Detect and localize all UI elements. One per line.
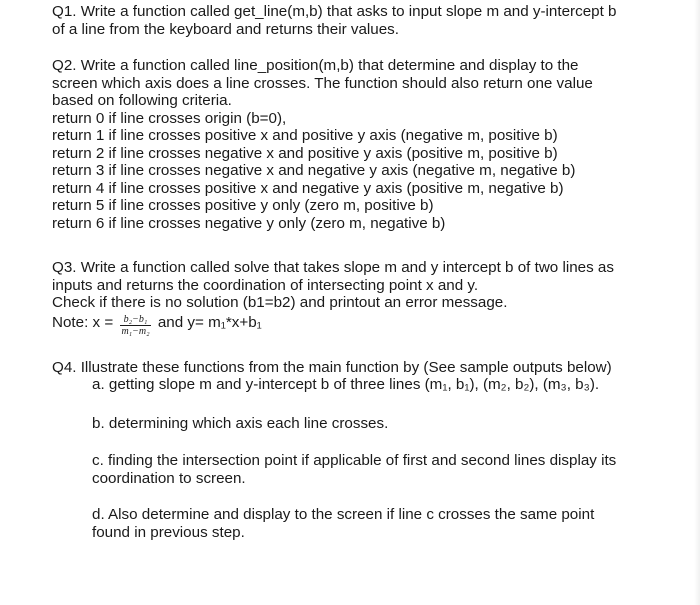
question-4 <box>52 359 692 377</box>
intersection-formula-fraction <box>120 314 150 337</box>
q2-criteria-1: return 1 if line crosses positive x and positive y axis (negative m, positive b) <box>52 127 558 144</box>
q4-part-b <box>52 415 692 433</box>
q2-criteria-3: return 3 if line crosses negative x and negative y axis (negative m, negative b) <box>52 162 576 179</box>
q4-part-a <box>52 376 692 394</box>
q1-line: of a line from the keyboard and returns their values. <box>52 20 399 38</box>
fraction-numerator: b₂−b₁ <box>120 314 150 326</box>
q2-criteria-0: return 0 if line crosses origin (b=0), <box>52 109 287 127</box>
q4-c-line: coordination to screen. <box>92 469 246 487</box>
q4-c-line: c. finding the intersection point if applicable of first and second lines display its <box>92 452 617 469</box>
q2-line: Q2. Write a function called line_position(m,b) that determine and display to the <box>52 57 579 74</box>
q2-criteria-5: return 5 if line crosses positive y only (zero m, positive b) <box>52 197 434 214</box>
q1-line: Q1. Write a function called get_line(m,b) that asks to input slope m and y-intercept b <box>52 3 617 20</box>
q4-intro: Q4. Illustrate these functions from the main function by (See sample outputs below) <box>52 359 612 376</box>
q2-criteria-4: return 4 if line crosses positive x and negative y axis (positive m, negative b) <box>52 179 564 197</box>
q3-line: inputs and returns the coordination of intersecting point x and y. <box>52 276 479 294</box>
q4-a-line: a. getting slope m and y-intercept b of three lines (m₁, b₁), (m₂, b₂), (m₃, b₃). <box>92 376 600 393</box>
note-prefix: Note: x = <box>52 313 114 331</box>
q4-part-d <box>52 506 692 541</box>
question-2 <box>52 57 692 232</box>
q3-line: Check if there is no solution (b1=b2) and printout an error message. <box>52 294 508 311</box>
question-3 <box>52 259 692 336</box>
q4-d-line: d. Also determine and display to the screen if line c crosses the same point <box>92 506 595 523</box>
page-edge-shadow <box>694 0 700 605</box>
note-suffix: and y= m₁*x+b₁ <box>157 313 262 331</box>
q4-part-c <box>52 452 692 487</box>
q2-criteria-2: return 2 if line crosses negative x and positive y axis (positive m, positive b) <box>52 144 558 162</box>
fraction-denominator: m₁−m₂ <box>121 325 150 337</box>
q3-note <box>52 314 692 336</box>
q4-b-line: b. determining which axis each line crosses. <box>92 415 389 432</box>
q2-line: based on following criteria. <box>52 92 232 109</box>
q2-criteria-6: return 6 if line crosses negative y only (zero m, negative b) <box>52 214 446 232</box>
q3-line: Q3. Write a function called solve that takes slope m and y intercept b of two lines as <box>52 259 614 276</box>
question-1 <box>52 3 692 38</box>
q2-line: screen which axis does a line crosses. The function should also return one value <box>52 74 593 92</box>
q4-d-line: found in previous step. <box>92 523 245 541</box>
